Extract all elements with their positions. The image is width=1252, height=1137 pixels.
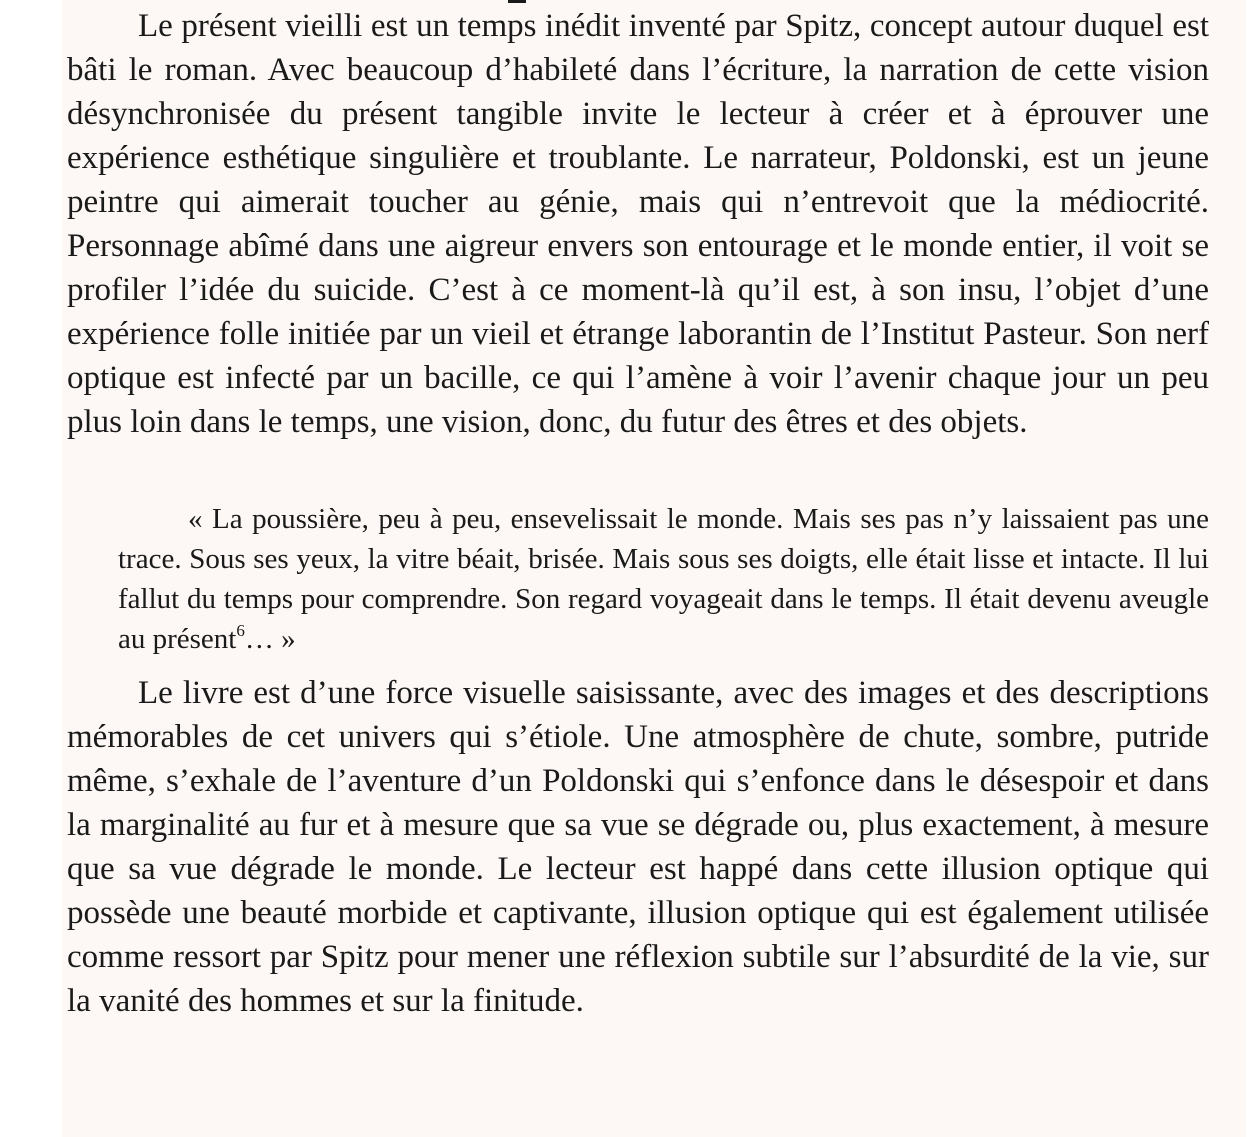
left-margin	[0, 0, 62, 1137]
quote-ending: … »	[244, 623, 296, 655]
quote-text: « La poussière, peu à peu, ensevelissait le monde. Mais ses pas n’y laissaient pas une trace. Sous ses yeux, la vitre béait, brisée. Mais sous ses doigts, elle était lisse et intacte. Il lui fallut du temps pour comprendre. Son regard voyageait dans le temps. Il était devenu aveugle au présent	[118, 503, 1209, 655]
block-quote	[118, 499, 1209, 659]
clipped-glyph-fragment	[508, 0, 526, 3]
right-margin	[1246, 0, 1252, 1137]
body-paragraph-2: Le livre est d’une force visuelle saisissante, avec des images et des descriptions mémorables de cet univers qui s’étiole. Une atmosphère de chute, sombre, putride même, s’exhale de l’aventure d’un Poldonski qui s’enfonce dans le désespoir et dans la marginalité au fur et à mesure que sa vue se dégrade ou, plus exactement, à mesure que sa vue dégrade le monde. Le lecteur est happé dans cette illusion optique qui possède une beauté morbide et captivante, illusion optique qui est également utilisée comme ressort par Spitz pour mener une réflexion subtile sur l’absurdité de la vie, sur la vanité des hommes et sur la finitude.	[67, 675, 1209, 1019]
body-paragraph-1: Le présent vieilli est un temps inédit inventé par Spitz, concept autour duquel est bâti le roman. Avec beaucoup d’habileté dans l’écriture, la narration de cette vision désynchronisée du présent tangible invite le lecteur à créer et à éprouver une expérience esthétique singulière et troublante. Le narrateur, Poldonski, est un jeune peintre qui aimerait toucher au génie, mais qui n’entrevoit que la médiocrité. Personnage abîmé dans une aigreur envers son entourage et le monde entier, il voit se profiler l’idée du suicide. C’est à ce moment-là qu’il est, à son insu, l’objet d’une expérience folle initiée par un vieil et étrange laborantin de l’Institut Pasteur. Son nerf optique est infecté par un bacille, ce qui l’amène à voir l’avenir chaque jour un peu plus loin dans le temps, une vision, donc, du futur des êtres et des objets.	[67, 8, 1209, 440]
footnote-reference[interactable]: 6	[236, 621, 245, 640]
